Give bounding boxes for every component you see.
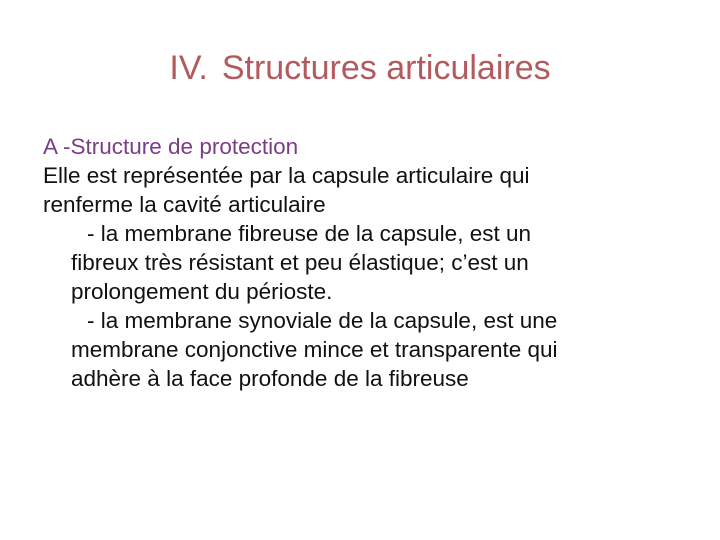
list-item-fibrous-membrane	[43, 219, 693, 306]
item-2-line-2: membrane conjonctive mince et transparente qui	[71, 337, 558, 362]
slide-title	[0, 44, 720, 92]
title-text: Structures articulaires	[221, 49, 551, 87]
intro-line-2: renferme la cavité articulaire	[43, 192, 326, 217]
item-1-line-1: - la membrane fibreuse de la capsule, est un	[87, 221, 531, 246]
item-2-line-1: - la membrane synoviale de la capsule, est une	[87, 308, 558, 333]
list-item-synovial-membrane	[43, 306, 693, 393]
item-2-line-3: adhère à la face profonde de la fibreuse	[71, 366, 469, 391]
intro-line-1: Elle est représentée par la capsule articulaire qui	[43, 163, 530, 188]
item-1-line-2: fibreux très résistant et peu élastique; c’est un	[71, 250, 529, 275]
title-number: IV.	[169, 49, 208, 87]
section-subheading: A -Structure de protection	[43, 134, 299, 159]
content-body	[43, 132, 693, 393]
item-1-line-3: prolongement du périoste.	[71, 279, 333, 304]
intro-paragraph	[43, 161, 693, 219]
